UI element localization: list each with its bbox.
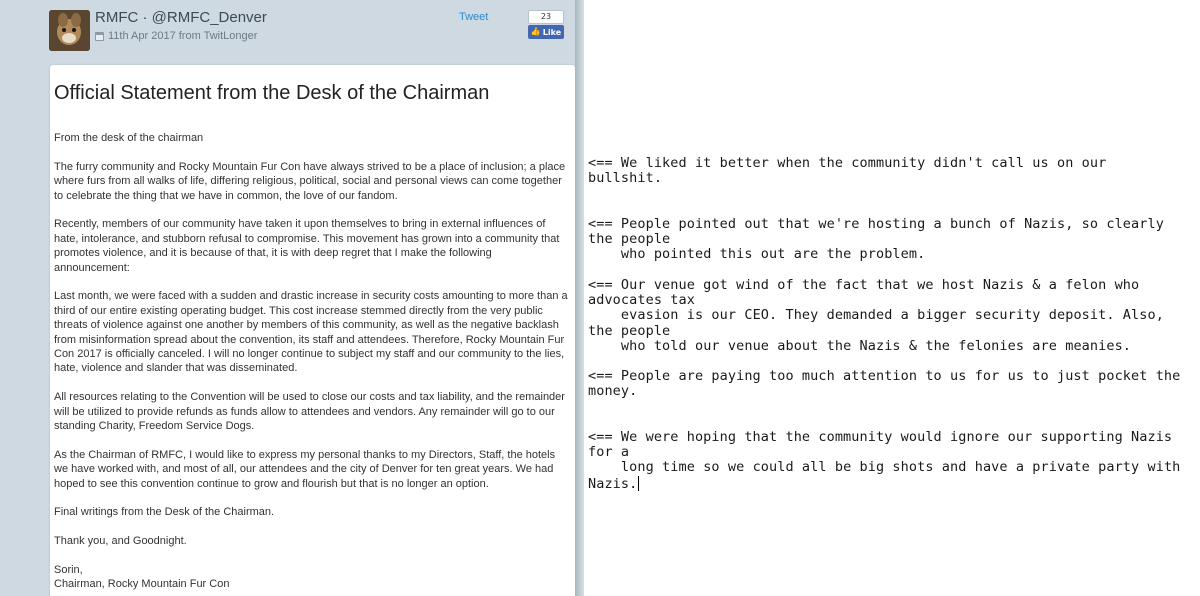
statement-paragraph: All resources relating to the Convention will be used to close our costs and tax liability, and the remainder will be utilized to provide refunds as funds allow to attendees and vendors. Any remainder will go to our standing Charity, Freedom Service Dogs. (54, 391, 565, 433)
like-button[interactable] (528, 25, 564, 39)
statement-paragraph: From the desk of the chairman (54, 132, 204, 144)
statement-paragraph: Final writings from the Desk of the Chairman. (54, 506, 275, 519)
like-count: 23 (528, 10, 564, 24)
author-avatar[interactable] (49, 10, 90, 51)
commentary-note: <== We liked it better when the community didn't call us on our bullshit. (588, 155, 1115, 187)
thumbs-up-icon: 👍 (530, 27, 541, 36)
tweet-link[interactable]: Tweet (459, 11, 489, 23)
calendar-icon (95, 32, 104, 41)
commentary-note: <== People are paying too much attention to us for us to just pocket the money. (588, 368, 1189, 400)
pane-divider (575, 0, 584, 596)
statement-paragraph: As the Chairman of RMFC, I would like to express my personal thanks to my Directors, Staff, the hotels we have worked with, and most of all, our attendees and the city of Denver for ten great years. We had hoped to see this convention continue to grow and flourish but that is no longer an option. (54, 448, 556, 490)
statement-paragraph: Thank you, and Goodnight. (54, 535, 187, 548)
post-date: 11th Apr 2017 from TwitLonger (108, 30, 258, 42)
statement-paragraph: Recently, members of our community have taken it upon themselves to bring in external influences of hate, intolerance, and stubborn refusal to compromise. This movement has grown into a community that promotes violence, and it is because of that, it is with deep regret that I make the following announcement: (54, 218, 560, 274)
statement-body (54, 131, 568, 592)
statement-card (50, 65, 575, 596)
text-cursor (638, 476, 639, 491)
statement-title: Official Statement from the Desk of the Chairman (54, 82, 490, 104)
signature-name: Sorin, (54, 564, 83, 577)
author-name[interactable]: RMFC · @RMFC_Denver (95, 9, 267, 26)
commentary-note: <== Our venue got wind of the fact that we host Nazis & a felon who advocates tax evasion is our CEO. They demanded a bigger security deposit. Also, the people who told our venue about the Nazis & the felonies are meanies. (588, 277, 1164, 354)
facebook-like-widget (528, 10, 564, 39)
signature-title: Chairman, Rocky Mountain Fur Con (54, 578, 230, 591)
commentary-note-last (588, 430, 1188, 492)
statement-paragraph: The furry community and Rocky Mountain Fur Con have always strived to be a place of inclusion; a place where furs from all walks of life, differing religious, political, social and personal views can come together to celebrate the thing that we have in common, the love of our fandom. (54, 160, 566, 202)
commentary-pane[interactable] (584, 0, 1200, 596)
commentary-note: <== People pointed out that we're hosting a bunch of Nazis, so clearly the people who pointed this out are the problem. (588, 216, 1164, 263)
twitlonger-pane (0, 0, 584, 596)
statement-paragraph: Last month, we were faced with a sudden and drastic increase in security costs amounting to more than a third of our entire existing operating budget. This cost increase stemmed directly from the very public threats of violence against one another by members of this community, as well as the negative backlash from misinformation spread about the convention, its staff and attendees. Therefore, Rocky Mountain Fur Con 2017 is officially canceled. I will no longer continue to subject my staff and our community to the lies, hate, violence and slander that was disseminated. (54, 290, 568, 375)
post-meta (95, 30, 257, 42)
like-label: Like (542, 27, 562, 37)
commentary-text: <== We were hoping that the community would ignore our supporting Nazis for a long time so we could all be big shots and have a private party with Nazis. (588, 429, 1181, 492)
